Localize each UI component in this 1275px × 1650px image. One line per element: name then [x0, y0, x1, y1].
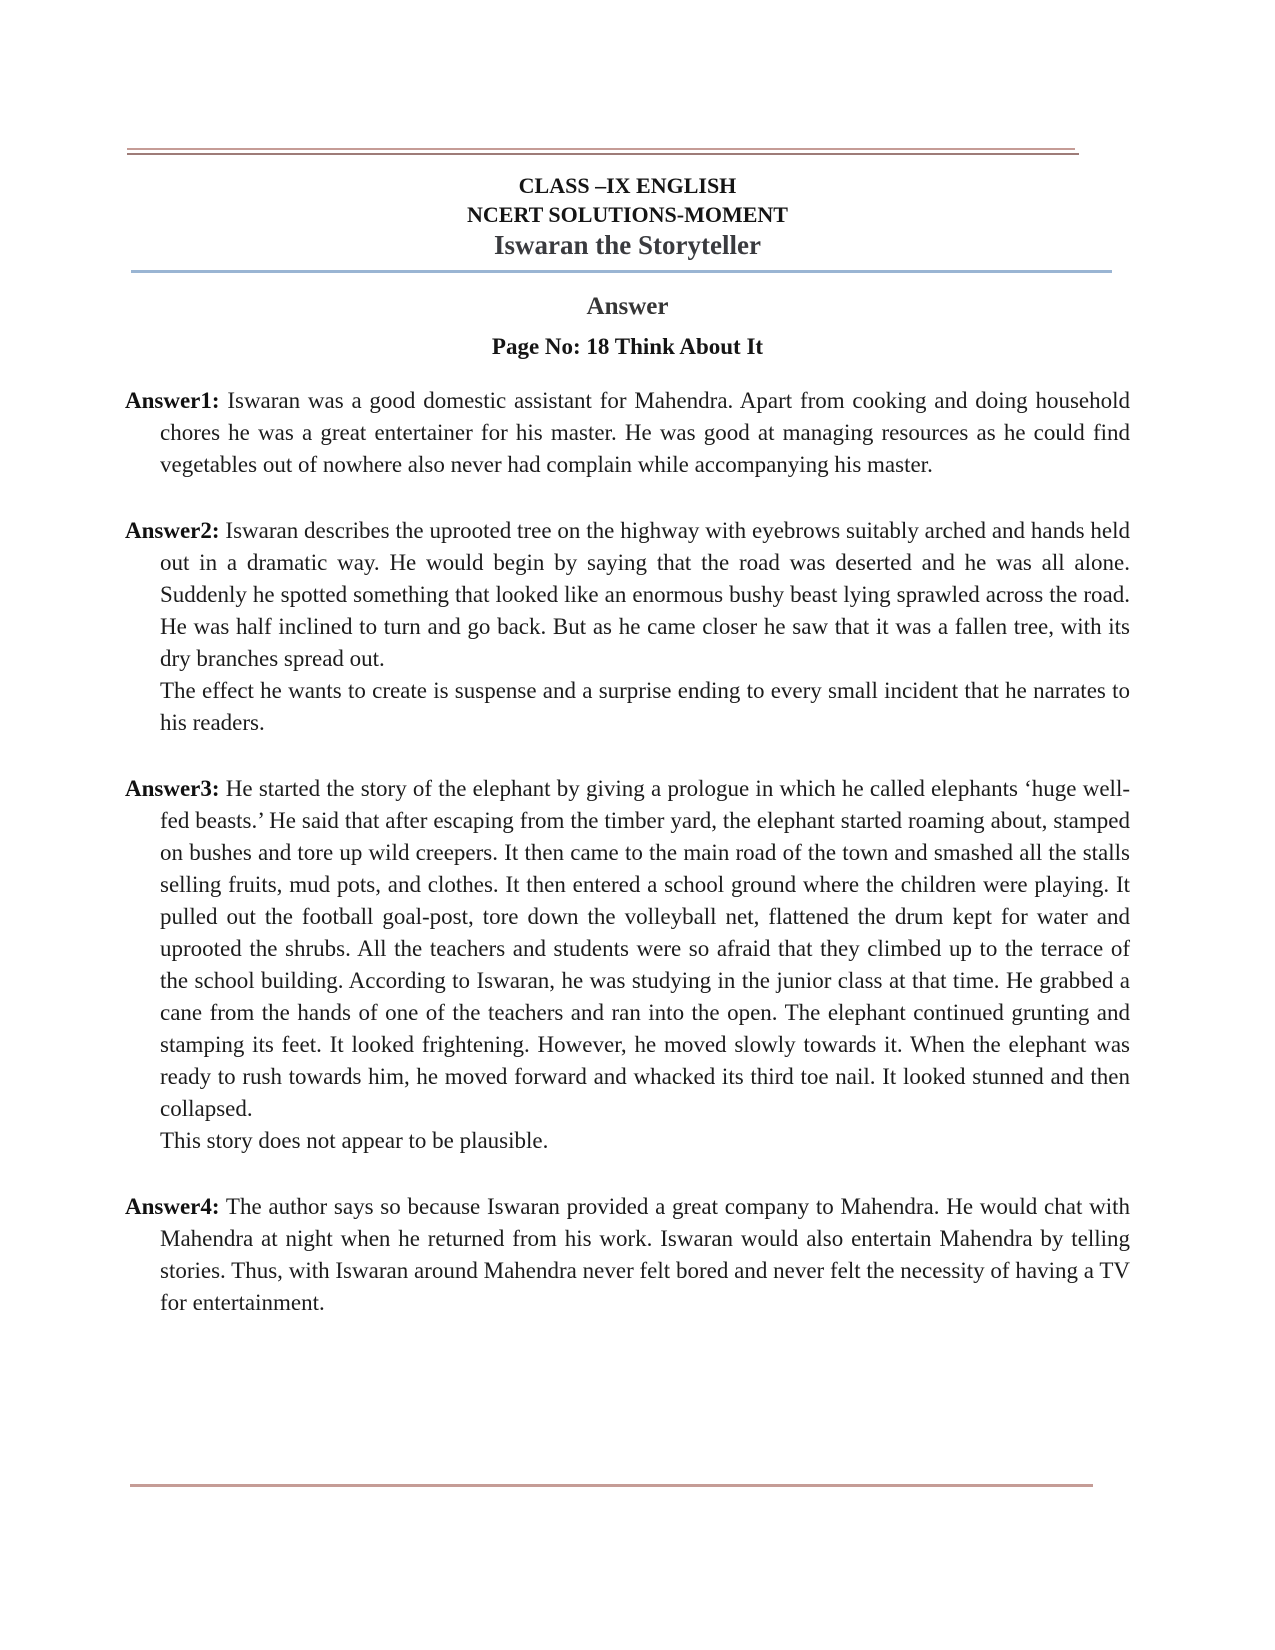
source-line: NCERT SOLUTIONS-MOMENT: [467, 202, 788, 227]
page-heading: Page No: 18 Think About It: [491, 334, 764, 359]
answer-label: Answer2:: [125, 518, 220, 543]
section-heading: Answer: [586, 293, 669, 320]
answer-text: He started the story of the elephant by giving a prologue in which he called elephants ‘huge well-fed beasts.’ He said that after escaping from the timber yard, the elephant started roaming about, stamped on bushes and tore up wild creepers. It then came to the main road of the town and smashed all the stalls selling fruits, mud pots, and clothes. It then entered a school ground where the children were playing. It pulled out the football goal-post, tore down the volleyball net, flattened the drum kept for water and uprooted the shrubs. All the teachers and students were so afraid that they climbed up to the terrace of the school building. According to Iswaran, he was studying in the junior class at that time. He grabbed a cane from the hands of one of the teachers and ran into the open. The elephant continued grunting and stamping its feet. It looked frightening. However, he moved slowly towards it. When the elephant was ready to rush towards him, he moved forward and whacked its third toe nail. It looked stunned and then collapsed.: [160, 776, 1130, 1121]
answer-block-3: [125, 773, 1130, 1157]
answer-paragraph-continuation: This story does not appear to be plausible.: [160, 1128, 549, 1153]
answer-label: Answer4:: [125, 1194, 220, 1219]
answers-section: [125, 385, 1130, 1319]
bottom-rule: [130, 1484, 1093, 1487]
answer-paragraph: [125, 515, 1130, 675]
answer-text: Iswaran was a good domestic assistant for Mahendra. Apart from cooking and doing household chores he was a great entertainer for his master. He was good at managing resources as he could find vegetables out of nowhere also never had complain while accompanying his master.: [160, 388, 1131, 477]
answer-block-4: [125, 1191, 1130, 1319]
top-rule-dark: [127, 153, 1079, 155]
header-divider-rule: [131, 270, 1112, 273]
document-header: [125, 171, 1130, 262]
answer-text: The author says so because Iswaran provided a great company to Mahendra. He would chat with Mahendra at night when he returned from his work. Iswaran would also entertain Mahendra by telling stories. Thus, with Iswaran around Mahendra never felt bored and never felt the necessity of having a TV for entertainment.: [160, 1194, 1130, 1315]
chapter-title: Iswaran the Storyteller: [494, 230, 761, 260]
course-line: CLASS –IX ENGLISH: [518, 173, 737, 198]
answer-paragraph-continuation: The effect he wants to create is suspense and a surprise ending to every small incident that he narrates to his readers.: [160, 678, 1130, 735]
answer-paragraph: [125, 385, 1130, 481]
answer-block-1: [125, 385, 1130, 481]
answer-label: Answer3:: [125, 776, 220, 801]
answer-label: Answer1:: [125, 388, 220, 413]
answer-paragraph: [125, 773, 1130, 1125]
top-rule-light: [127, 148, 1075, 150]
answer-text: Iswaran describes the uprooted tree on the highway with eyebrows suitably arched and hands held out in a dramatic way. He would begin by saying that the road was deserted and he was all alone. Suddenly he spotted something that looked like an enormous bushy beast lying sprawled across the road. He was half inclined to turn and go back. But as he came closer he saw that it was a fallen tree, with its dry branches spread out.: [160, 518, 1131, 671]
answer-block-2: [125, 515, 1130, 739]
answer-paragraph: [125, 1191, 1130, 1319]
